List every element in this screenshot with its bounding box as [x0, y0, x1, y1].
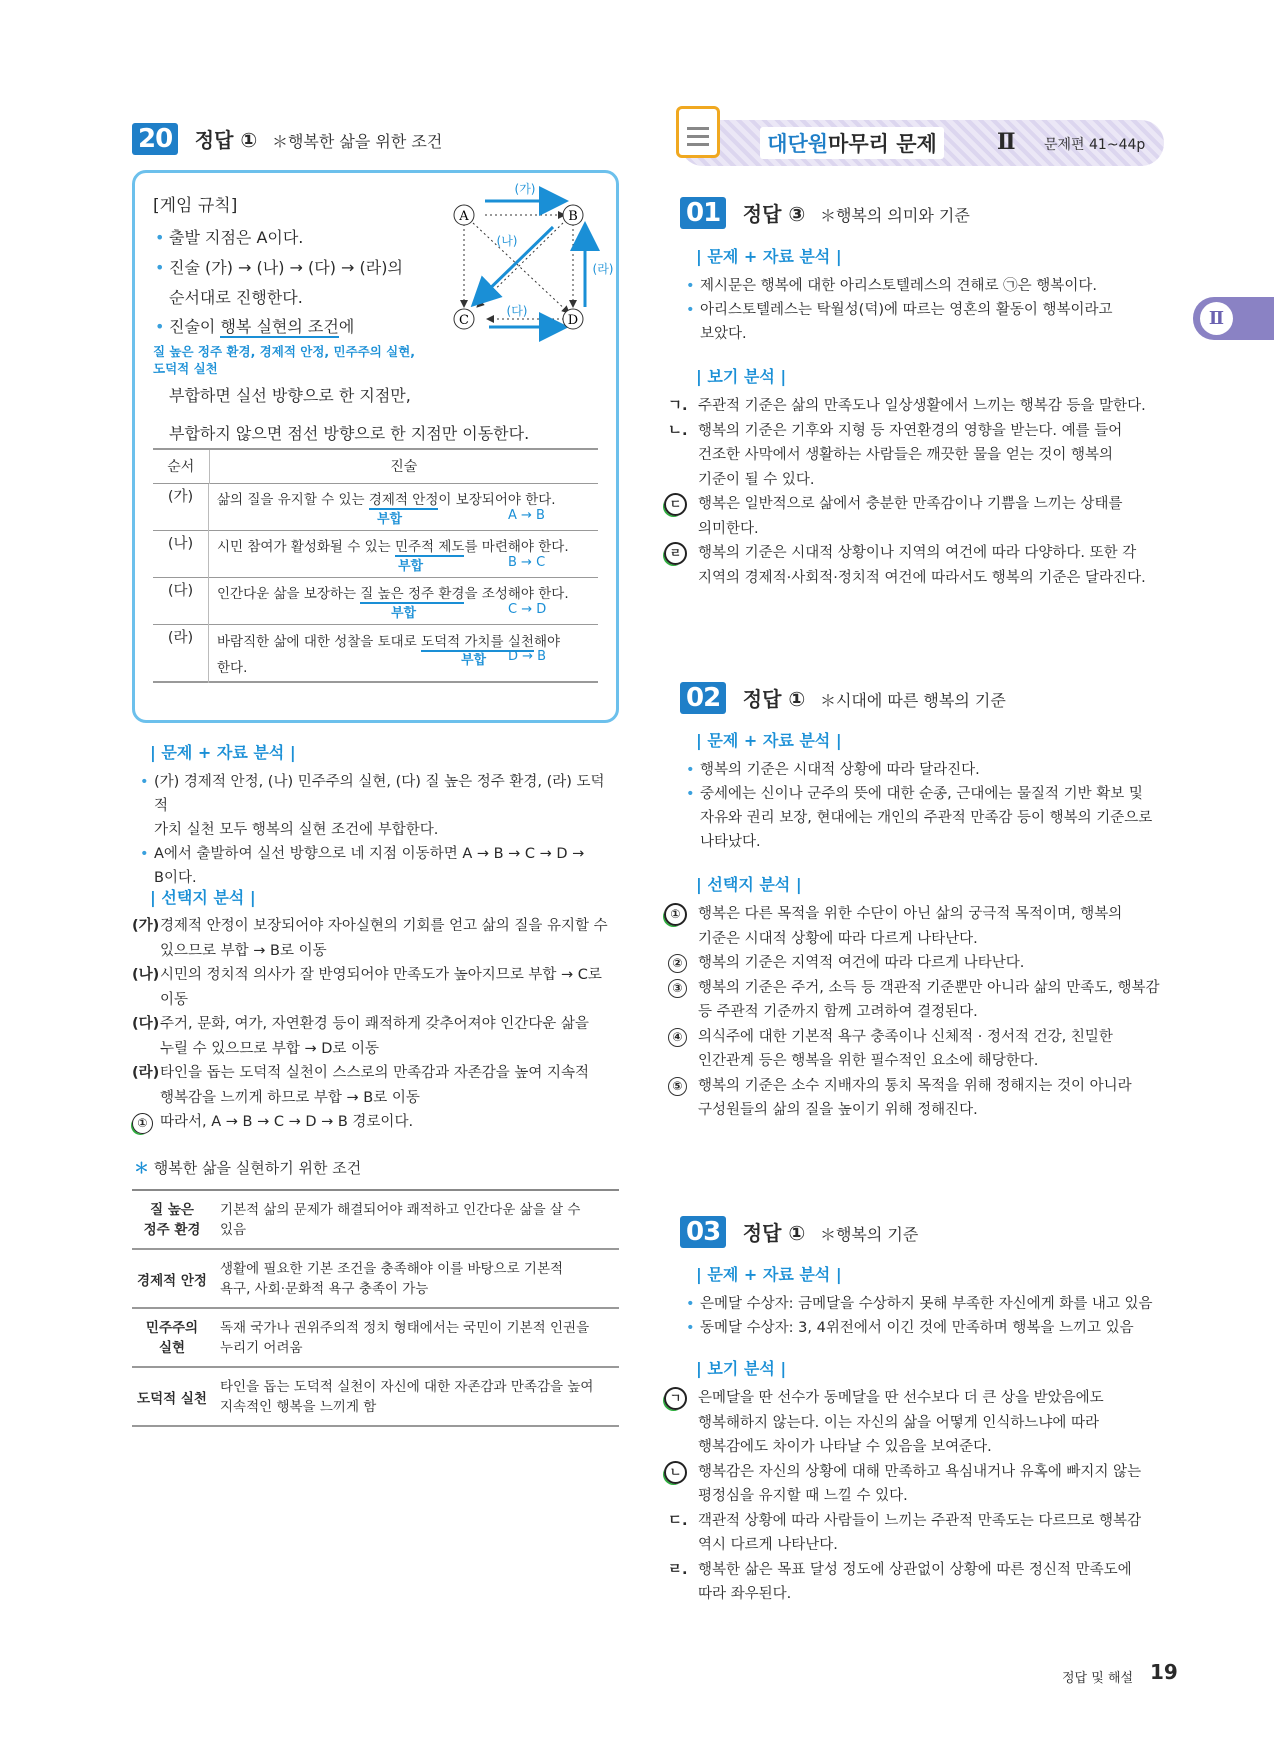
q01-views: [664, 394, 1174, 590]
view-item: ㄱ. 주관적 기준은 삶의 만족도나 일상생활에서 느끼는 행복감 등을 말한다.: [668, 398, 1146, 414]
q02-choice-head: | 선택지 분석 |: [696, 875, 802, 894]
topic: ＊행복한 삶을 위한 조건: [271, 132, 443, 151]
view-item: ㄴ. 행복의 기준은 기후와 지형 등 자연환경의 영향을 받는다. 예를 들어 건조한 사막에서 생활하는 사람들은 깨끗한 물을 얻는 것이 행복의 기준이 될 수 있다.: [668, 422, 1123, 488]
chapter-side-tab: Ⅱ: [1193, 297, 1274, 340]
topic: ＊행복의 기준: [819, 1225, 919, 1244]
label-ga: (가): [514, 182, 536, 196]
rule-note-2: 도덕적 실천: [153, 361, 218, 376]
rule-3: • 진술이 행복 실현의 조건에: [153, 313, 433, 341]
q20-header: [132, 123, 442, 155]
q02-analysis: • 행복의 기준은 시대적 상황에 따라 달라진다. • 중세에는 신이나 군주의 뜻에 대한 순종, 근대에는 물질적 기반 확보 및 자유와 권리 보장, 현대에는 개인의 주관적 만족감 등이 행복의 기준으로 나타났다.: [684, 758, 1184, 854]
choice-ga: (가) 경제적 안정이 보장되어야 자아실현의 기회를 얻고 삶의 질을 유지할 수 있으므로 부합 → B로 이동: [132, 918, 608, 959]
q01-view-head: | 보기 분석 |: [696, 367, 787, 386]
dotted-b-c: [477, 223, 563, 307]
q03-header: [680, 1216, 918, 1248]
rule-2b: 순서대로 진행한다.: [169, 288, 303, 307]
table-row: (다) 인간다운 삶을 보장하는 질 높은 정주 환경을 조성해야 한다. 부합 C → D: [153, 578, 598, 625]
q03-analysis: • 은메달 수상자: 금메달을 수상하지 못해 부족한 자신에게 화를 내고 있음 • 동메달 수상자: 3, 4위전에서 이긴 것에 만족하며 행복을 느끼고 있음: [684, 1292, 1184, 1340]
q03-view-head: | 보기 분석 |: [696, 1359, 787, 1378]
view-item: ㄹ. 행복한 삶은 목표 달성 정도에 상관없이 상황에 따른 정신적 만족도에 따라 좌우된다.: [668, 1561, 1132, 1602]
rule-2: • 진술 (가) → (나) → (다) → (라)의: [153, 253, 433, 283]
node-b-label: B: [568, 209, 578, 224]
table-row: (라) 바람직한 삶에 대한 성찰을 토대로 도덕적 가치를 실천해야 한다. 부합 D → B: [153, 625, 598, 683]
col-order: 순서: [153, 449, 209, 483]
table-row: 경제적 안정 생활에 필요한 기본 조건을 충족해야 이를 바탕으로 기본적 욕구, 사회·문화적 욕구 충족이 가능: [132, 1250, 619, 1309]
topic: ＊시대에 따른 행복의 기준: [819, 691, 1006, 710]
q02-analysis-head: | 문제 + 자료 분석 |: [696, 731, 842, 750]
footer-label: 정답 및 해설: [1062, 1671, 1134, 1686]
conditions-table: [132, 1189, 619, 1427]
answer: 정답 ①: [742, 1221, 806, 1245]
choice-item: ② 행복의 기준은 지역적 여건에 따라 다르게 나타난다.: [664, 951, 1174, 976]
node-c-label: C: [459, 313, 469, 328]
view-item: ㄹ 행복의 기준은 시대적 상황이나 지역의 여건에 따라 다양하다. 또한 각 지역의 경제적·사회적·정치적 여건에 따라서도 행복의 기준은 달라진다.: [664, 541, 1174, 590]
view-item: ㄴ 행복감은 자신의 상황에 대해 만족하고 욕심내거나 유혹에 빠지지 않는 평정심을 유지할 때 느낄 수 있다.: [664, 1460, 1174, 1509]
answer: 정답 ①: [194, 128, 258, 152]
topic: ＊행복의 의미와 기준: [819, 206, 970, 225]
q01-header: [680, 197, 970, 229]
question-number: 20: [132, 123, 178, 155]
table-row: 질 높은 정주 환경 기본적 삶의 문제가 해결되어야 쾌적하고 인간다운 삶을 살 수 있음: [132, 1191, 619, 1250]
path-diagram: [445, 179, 615, 349]
choice-ra: (라) 타인을 돕는 도덕적 실천이 스스로의 만족감과 자존감을 높여 지속적 행복감을 느끼게 하므로 부합 → B로 이동: [132, 1065, 590, 1106]
answer: 정답 ①: [742, 687, 806, 711]
choice-da: (다) 주거, 문화, 여가, 자연환경 등이 쾌적하게 갖추어져야 인간다운 삶을 누릴 수 있으므로 부합 → D로 이동: [132, 1016, 589, 1057]
game-rule-box: [132, 170, 619, 723]
table-row: 도덕적 실천 타인을 돕는 도덕적 실천이 자신에 대한 자존감과 만족감을 높여 지속적인 행복을 느끼게 함: [132, 1368, 619, 1427]
table-row: 민주주의 실현 독재 국가나 권위주의적 정치 형태에서는 국민이 기본적 인권을 누리기 어려움: [132, 1309, 619, 1368]
notebook-icon: [676, 106, 720, 158]
q03-analysis-head: | 문제 + 자료 분석 |: [696, 1265, 842, 1284]
q02-choices: [664, 902, 1174, 1123]
choice-item: ③ 행복의 기준은 주거, 소득 등 객관적 기준뿐만 아니라 삶의 만족도, 행복감 등 주관적 기준까지 함께 고려하여 결정된다.: [664, 976, 1174, 1025]
choice-na: (나) 시민의 정치적 의사가 잘 반영되어야 만족도가 높아지므로 부합 → C로 이동: [132, 967, 602, 1008]
banner-title: 대단원 마무리 문제: [760, 127, 944, 159]
table-row: (나) 시민 참여가 활성화될 수 있는 민주적 제도를 마련해야 한다. 부합 B → C: [153, 531, 598, 578]
col-statement: 진술: [390, 459, 418, 476]
view-item: ㄷ 행복은 일반적으로 삶에서 충분한 만족감이나 기쁨을 느끼는 상태를 의미한다.: [664, 492, 1174, 541]
rule-3c: 부합하면 실선 방향으로 한 지점만,: [169, 386, 411, 405]
rule-3d: 부합하지 않으면 점선 방향으로 한 지점만 이동한다.: [169, 424, 530, 443]
q20-analysis-head: | 문제 + 자료 분석 |: [150, 743, 296, 762]
conditions-title: ＊ 행복한 삶을 실현하기 위한 조건: [134, 1159, 362, 1177]
q01-analysis: • 제시문은 행복에 대한 아리스토텔레스의 견해로 ㉠은 행복이다. • 아리스토텔레스는 탁월성(덕)에 따르는 영혼의 활동이 행복이라고 보았다.: [684, 274, 1184, 346]
q03-views: [664, 1386, 1174, 1607]
choice-item: ④ 의식주에 대한 기본적 욕구 충족이나 신체적 · 정서적 건강, 친밀한 인간관계 등은 행복을 위한 필수적인 요소에 해당한다.: [664, 1025, 1174, 1074]
statement-rows: [153, 484, 598, 683]
label-ra: (라): [592, 262, 614, 276]
rule-1: • 출발 지점은 A이다.: [153, 223, 433, 253]
statement-table: [153, 448, 598, 484]
q20-analysis: • (가) 경제적 안정, (나) 민주주의 실현, (다) 질 높은 정주 환경, (라) 도덕적 가치 실천 모두 행복의 실현 조건에 부합한다. • A에서 출발하여 실선 방향으로 네 지점 이동하면 A → B → C → D → B이다.: [138, 770, 618, 890]
q02-header: [680, 682, 1006, 714]
dotted-a-d: [473, 223, 569, 313]
label-na: (나): [496, 234, 518, 248]
rule-note-1: 질 높은 정주 환경, 경제적 안정, 민주주의 실현,: [153, 344, 416, 359]
view-item: ㄱ 은메달을 딴 선수가 동메달을 딴 선수보다 더 큰 상을 받았음에도 행복해하지 않는다. 이는 자신의 삶을 어떻게 인식하느냐에 따라 행복감에도 차이가 나타날 수 있음을 보여준다.: [664, 1386, 1174, 1460]
question-number: 03: [680, 1216, 726, 1248]
q01-analysis-head: | 문제 + 자료 분석 |: [696, 247, 842, 266]
q20-choice-head: | 선택지 분석 |: [150, 888, 256, 907]
node-a-label: A: [459, 209, 469, 224]
q20-choices: [132, 914, 622, 1135]
node-d-label: D: [567, 313, 579, 328]
question-number: 01: [680, 197, 726, 229]
view-item: ㄷ. 객관적 상황에 따라 사람들이 느끼는 주관적 만족도는 다르므로 행복감 역시 다르게 나타난다.: [668, 1512, 1142, 1553]
answer: 정답 ③: [742, 202, 806, 226]
table-row: (가) 삶의 질을 유지할 수 있는 경제적 안정이 보장되어야 한다. 부합 A → B: [153, 484, 598, 531]
choice-final: ① 따라서, A → B → C → D → B 경로이다.: [132, 1110, 622, 1135]
choice-item: ① 행복은 다른 목적을 위한 수단이 아닌 삶의 궁극적 목적이며, 행복의 기준은 시대적 상황에 따라 다르게 나타난다.: [664, 902, 1174, 951]
question-number: 02: [680, 682, 726, 714]
label-da: (다): [506, 304, 528, 318]
game-title: [게임 규칙]: [153, 196, 238, 216]
page-number: 19: [1150, 1660, 1178, 1684]
unit-banner: [680, 120, 1164, 166]
choice-item: ⑤ 행복의 기준은 소수 지배자의 통치 목적을 위해 정해지는 것이 아니라 구성원들의 삶의 질을 높이기 위해 정해진다.: [664, 1074, 1174, 1123]
banner-roman: Ⅱ: [997, 129, 1016, 155]
banner-ref: 문제편 41~44p: [1044, 137, 1146, 153]
